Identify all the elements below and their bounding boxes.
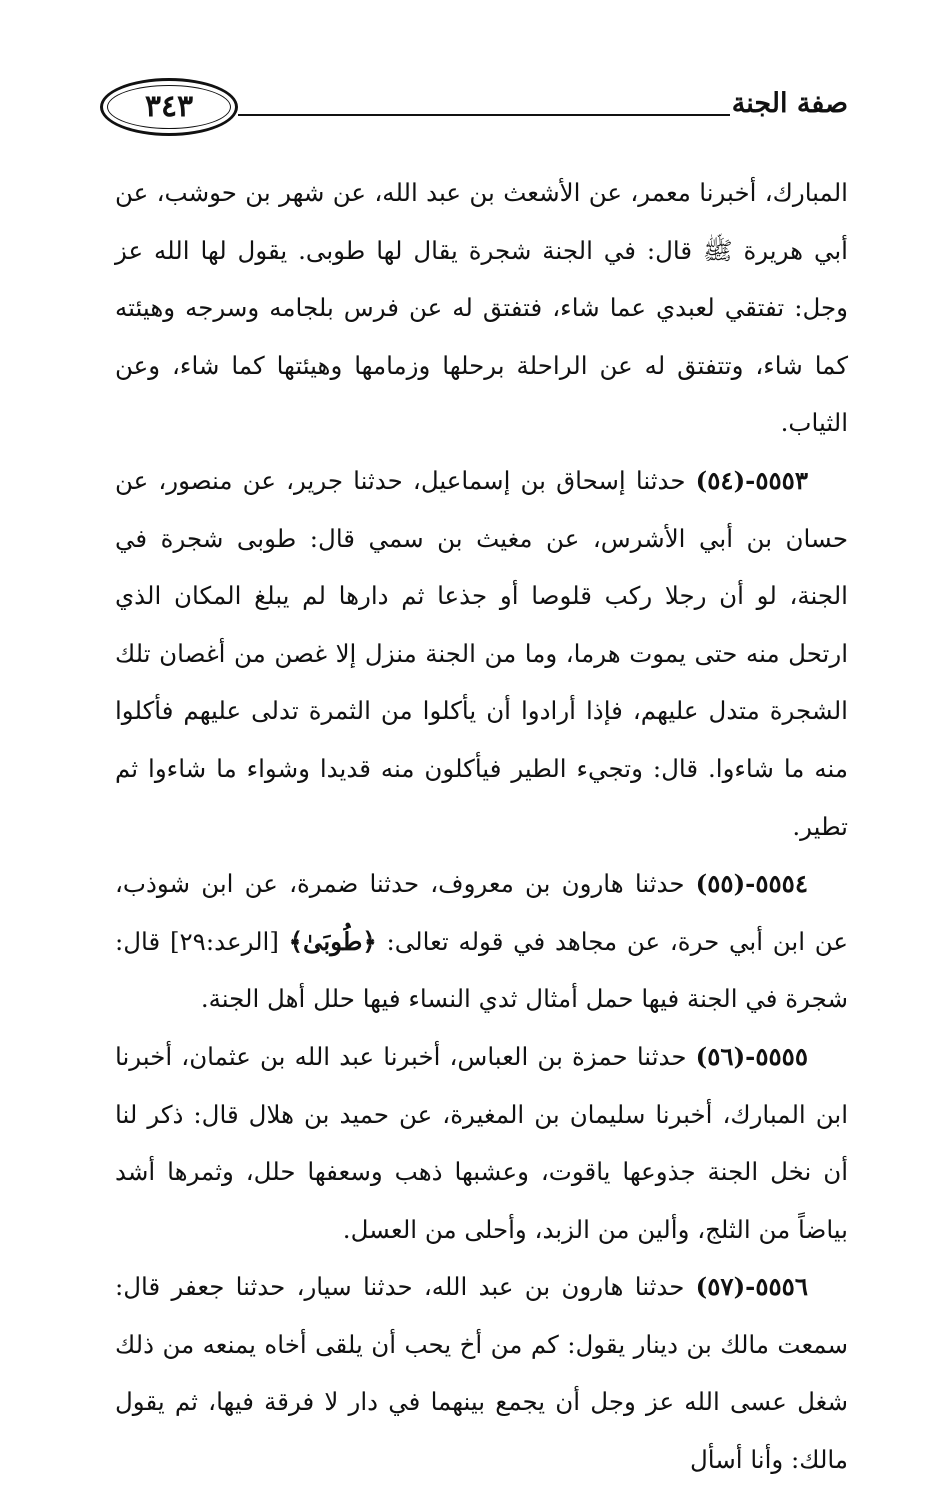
paragraph-text: [الرعد:٢٩] قال: شجرة في الجنة فيها حمل أمثال ثدي النساء فيها حلل أهل الجنة.: [115, 926, 848, 1014]
quran-bracket-close: ﴾: [288, 926, 303, 956]
paragraph: المبارك، أخبرنا معمر، عن الأشعث بن عبد الله، عن شهر بن حوشب، عن أبي هريرة ﷺ قال: في الجنة شجرة يقال لها طوبى. يقول لها الله عز وجل: تفتقي لعبدي عما شاء، فتفتق له عن فرس بلجامه وسرجه وهيئته كما شاء، وتتفتق له عن الراحلة برحلها وزمامها وهيئتها كما شاء، وعن الثياب.: [115, 178, 848, 438]
paragraph: [115, 855, 848, 1028]
page-number: ٣٤٣: [144, 89, 194, 124]
body-text: [115, 164, 848, 1489]
quran-bracket-open: ﴿: [362, 926, 377, 956]
paragraph-text: حدثنا حمزة بن العباس، أخبرنا عبد الله بن عثمان، أخبرنا ابن المبارك، أخبرنا سليمان بن المغيرة، عن حميد بن هلال قال: ذكر لنا أن نخل الجنة جذوعها ياقوت، وعشبها ذهب وسعفها حلل، وثمرها أشد بياضاً من الثلج، وألين من الزبد، وأحلى من العسل.: [115, 1041, 848, 1244]
entry-number: ٥٥٥٣-(٥٤): [695, 465, 808, 495]
paragraph: [115, 1028, 848, 1258]
entry-number: ٥٥٥٤-(٥٥): [695, 869, 808, 899]
quran-word: طُوبَىٰ: [303, 926, 363, 956]
page-header: [100, 78, 848, 140]
running-title: صفة الجنة: [731, 88, 848, 119]
header-rule: [238, 114, 730, 116]
paragraph-text: حدثنا هارون بن معروف، حدثنا ضمرة، عن ابن شوذب، عن ابن أبي حرة، عن مجاهد في قوله تعالى:: [115, 869, 848, 956]
paragraph-text: حدثنا إسحاق بن إسماعيل، حدثنا جرير، عن منصور، عن حسان بن أبي الأشرس، عن مغيث بن سمي قال: طوبى شجرة في الجنة، لو أن رجلا ركب قلوصا أو جذعا ثم دارها لم يبلغ المكان الذي ارتحل منه حتى يموت هرما، وما من الجنة منزل إلا غصن من أغصان تلك الشجرة متدل عليهم، فإذا أرادوا أن يأكلوا من الثمرة تدلى عليهم فأكلوا منه ما شاءوا. قال: وتجيء الطير فيأكلون منه قديدا وشواء ما شاءوا ثم تطير.: [115, 465, 848, 841]
entry-number: ٥٥٥٥-(٥٦): [695, 1041, 808, 1071]
paragraph-text: حدثنا هارون بن عبد الله، حدثنا سيار، حدثنا جعفر قال: سمعت مالك بن دينار يقول: كم من أخ يحب أن يلقى أخاه يمنعه من ذلك شغل عسى الله عز وجل أن يجمع بينهما في دار لا فرقة فيها، ثم يقول مالك: وأنا أسأل: [115, 1272, 848, 1475]
paragraph: [115, 452, 848, 855]
paragraph: [115, 1258, 848, 1488]
entry-number: ٥٥٥٦-(٥٧): [695, 1272, 808, 1302]
